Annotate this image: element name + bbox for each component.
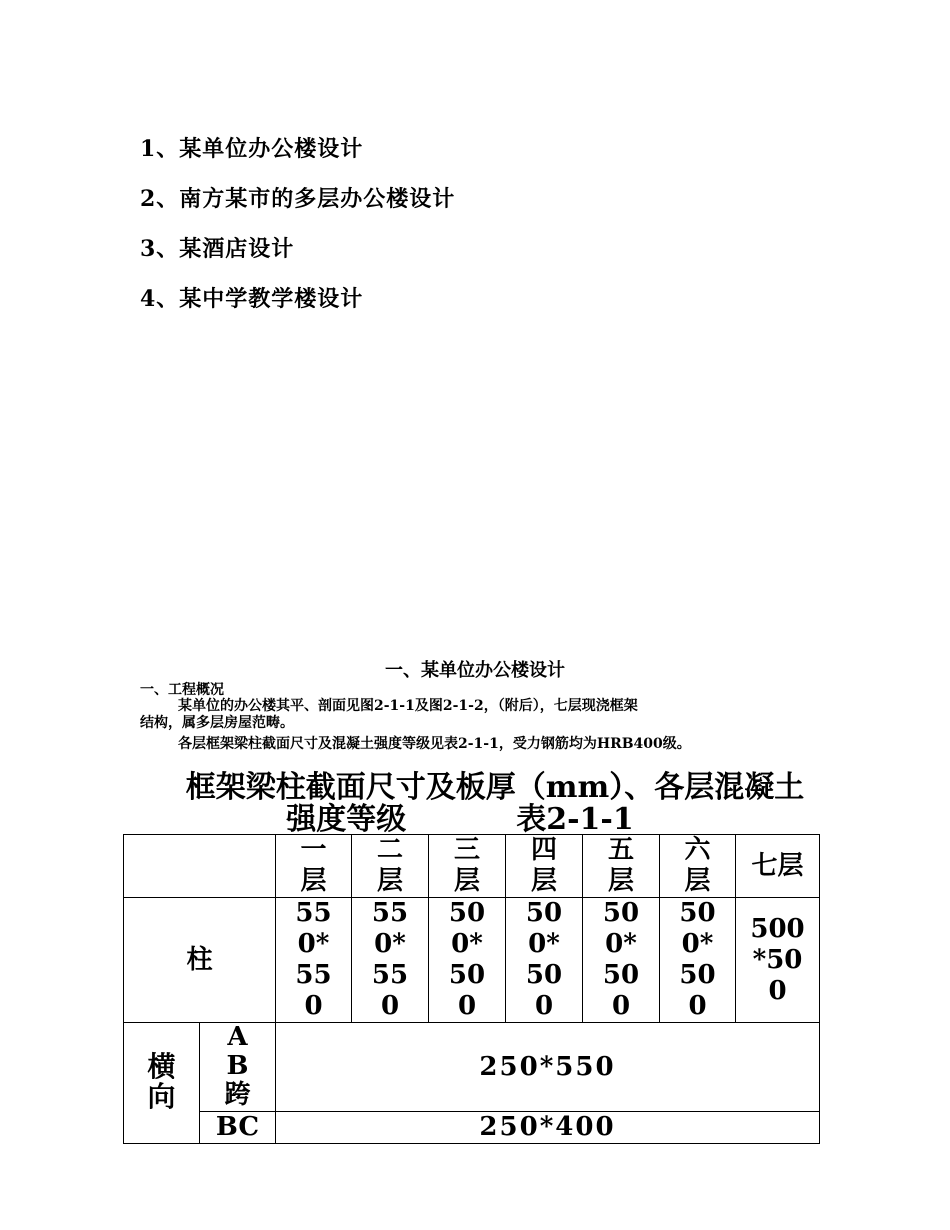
paragraph-line: 各层框架梁柱截面尺寸及混凝土强度等级见表2-1-1，受力钢筋均为HRB400级。	[178, 736, 691, 752]
paragraph-line: 某单位的办公楼其平、剖面见图2-1-1及图2-1-2，（附后），七层现浇框架	[178, 698, 638, 714]
merged-data-cell: 250*550	[276, 1023, 820, 1112]
row-label: AB跨	[200, 1023, 276, 1112]
row-group-label: 横向	[124, 1023, 200, 1144]
header-cell: 六层	[660, 835, 736, 898]
header-cell: 三层	[429, 835, 506, 898]
header-cell: 一层	[276, 835, 352, 898]
table-row	[124, 835, 820, 898]
table-title-part: 强度等级	[286, 802, 407, 837]
toc-item[interactable]: 4、某中学教学楼设计	[140, 286, 364, 312]
data-cell: 500*500	[660, 898, 736, 1023]
header-cell: 四层	[506, 835, 583, 898]
merged-data-cell: 250*400	[276, 1112, 820, 1144]
header-cell: 七层	[736, 835, 820, 898]
table-number: 表2-1-1	[516, 802, 634, 837]
data-cell: 500*500	[583, 898, 660, 1023]
table-title-line1: 框架梁柱截面尺寸及板厚（mm）、各层混凝土	[185, 770, 805, 805]
toc-item[interactable]: 1、某单位办公楼设计	[140, 136, 364, 162]
header-cell: 五层	[583, 835, 660, 898]
data-cell: 550*550	[352, 898, 429, 1023]
data-cell: 500*500	[736, 898, 820, 1023]
data-cell: 500*500	[506, 898, 583, 1023]
paragraph-line: 结构，属多层房屋范畴。	[140, 715, 294, 731]
subsection-heading: 一、工程概况	[140, 682, 224, 698]
table-row	[124, 1112, 820, 1144]
row-label: BC	[200, 1112, 276, 1144]
toc-item[interactable]: 3、某酒店设计	[140, 236, 295, 262]
table-row	[124, 898, 820, 1023]
toc-item[interactable]: 2、南方某市的多层办公楼设计	[140, 186, 456, 212]
data-cell: 500*500	[429, 898, 506, 1023]
section-size-table	[123, 834, 820, 1144]
table-of-contents	[140, 130, 455, 330]
table-corner-cell	[124, 835, 276, 898]
table-row	[124, 1023, 820, 1112]
section-title: 一、某单位办公楼设计	[385, 660, 565, 681]
table-title-line2	[0, 804, 950, 836]
data-cell: 550*550	[276, 898, 352, 1023]
row-label-column: 柱	[124, 898, 276, 1023]
header-cell: 二层	[352, 835, 429, 898]
